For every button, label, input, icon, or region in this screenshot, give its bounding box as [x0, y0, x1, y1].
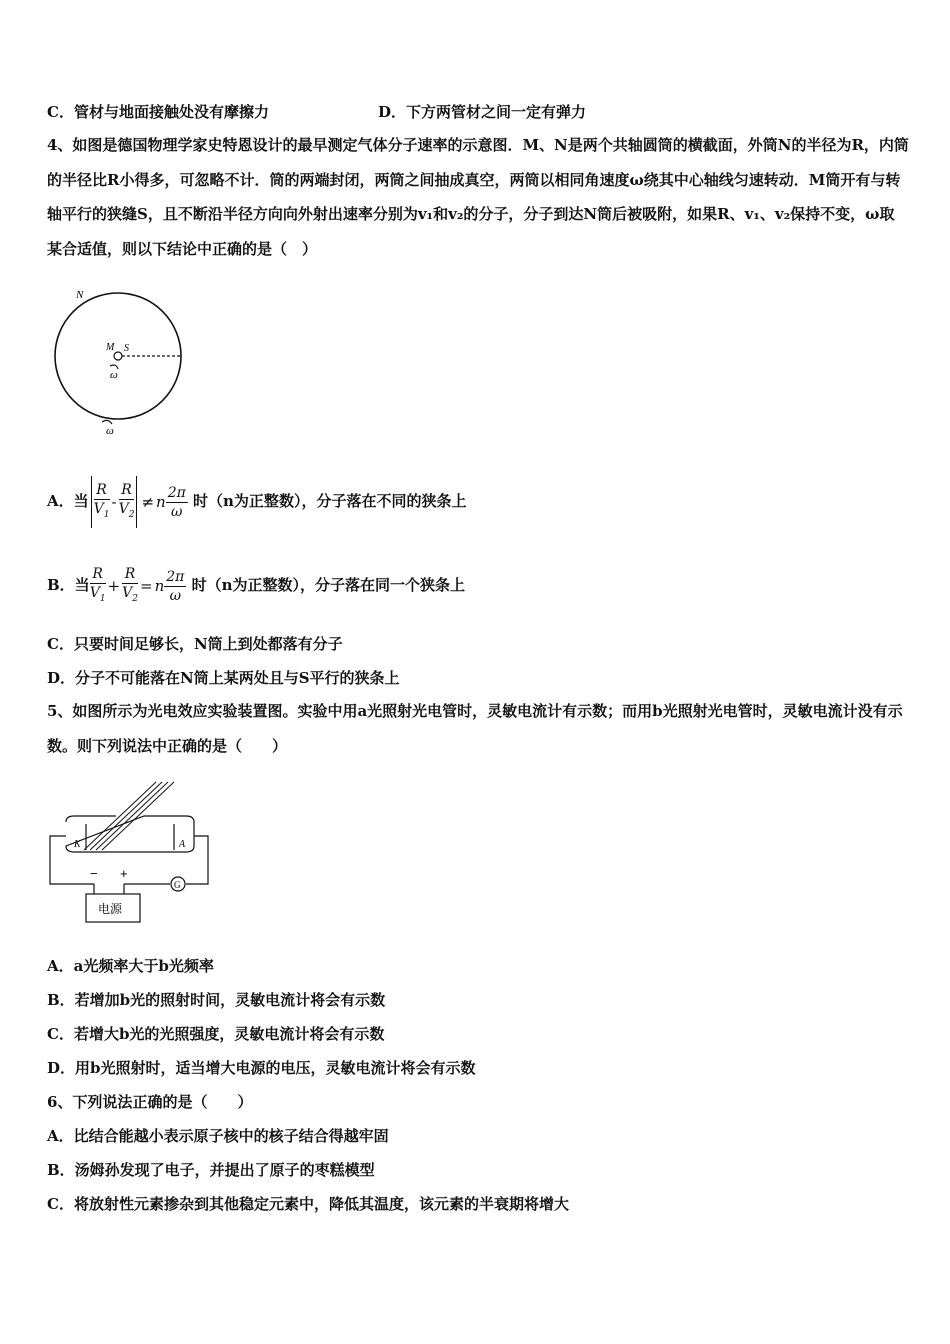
label-a: A	[179, 839, 186, 850]
outer-omega: ω	[106, 425, 114, 437]
q5-option-c: C．若增大b光的光照强度，灵敏电流计将会有示数	[47, 1025, 385, 1043]
q5-option-b: B．若增加b光的照射时间，灵敏电流计将会有示数	[47, 991, 386, 1009]
label-k: K	[74, 839, 81, 850]
prev-option-c: C．管材与地面接触处没有摩擦力	[47, 103, 269, 121]
q5-option-d: D．用b光照射时，适当增大电源的电压，灵敏电流计将会有示数	[47, 1059, 476, 1077]
label-m: M	[106, 342, 115, 353]
q5-option-a: A．a光频率大于b光频率	[47, 957, 214, 975]
label-s: S	[124, 343, 129, 354]
q6-stem: 6、下列说法正确的是（ ）	[47, 1093, 253, 1111]
q4-option-a: A．当 $\frac{R}{V_1}$ - $\frac{R}{V_2}$ ≠ n $\frac{2\pi}{\omega}$ 时（n为正整数），分子落在不同的狭条上	[47, 474, 466, 529]
inner-omega: ω	[110, 369, 118, 381]
q5-stem: 5、如图所示为光电效应实验装置图。实验中用a光照射光电管时，灵敏电流计有示数；而用b光照射光电管时，灵敏电流计没有示数。则下列说法中正确的是（ ）	[47, 702, 903, 755]
q4-option-b: B．当 $\frac{R}{V_1}$ + $\frac{R}{V_2}$ = n $\frac{2\pi}{\omega}$ 时（n为正整数），分子落在同一个狭条上	[47, 565, 465, 604]
battery-minus: −	[90, 866, 98, 881]
phototube	[66, 816, 194, 852]
q4-figure	[50, 286, 190, 441]
q4-option-c: C．只要时间足够长，N筒上到处都落有分子	[47, 635, 343, 653]
q5-figure	[46, 780, 216, 928]
q4-option-d: D．分子不可能落在N筒上某两处且与S平行的狭条上	[47, 669, 400, 687]
label-g: G	[174, 880, 181, 890]
prev-option-d: D．下方两管材之间一定有弹力	[378, 103, 587, 121]
battery-plus: +	[120, 866, 128, 881]
label-n: N	[76, 289, 84, 301]
q6-option-a: A．比结合能越小表示原子核中的核子结合得越牢固	[47, 1127, 389, 1145]
q4-stem: 4、如图是德国物理学家史特恩设计的最早测定气体分子速率的示意图．M、N是两个共轴圆筒的横截面，外筒N的半径为R，内筒的半径比R小得多，可忽略不计．筒的两端封闭，两筒之间抽成真空，两筒以相同角速度ω绕其中心轴线匀速转动．M筒开有与转轴平行的狭缝S，且不断沿半径方向向外射出速率分别为v₁和v₂的分子，分子到达N筒后被吸附，如果R、v₁、v₂保持不变，ω取某合适值，则以下结论中正确的是（ ）	[47, 136, 909, 258]
inner-cylinder-m	[114, 352, 122, 360]
q6-option-c: C．将放射性元素掺杂到其他稳定元素中，降低其温度，该元素的半衰期将增大	[47, 1195, 569, 1213]
q6-option-b: B．汤姆孙发现了电子，并提出了原子的枣糕模型	[47, 1161, 375, 1179]
power-supply-label: 电源	[98, 902, 123, 916]
